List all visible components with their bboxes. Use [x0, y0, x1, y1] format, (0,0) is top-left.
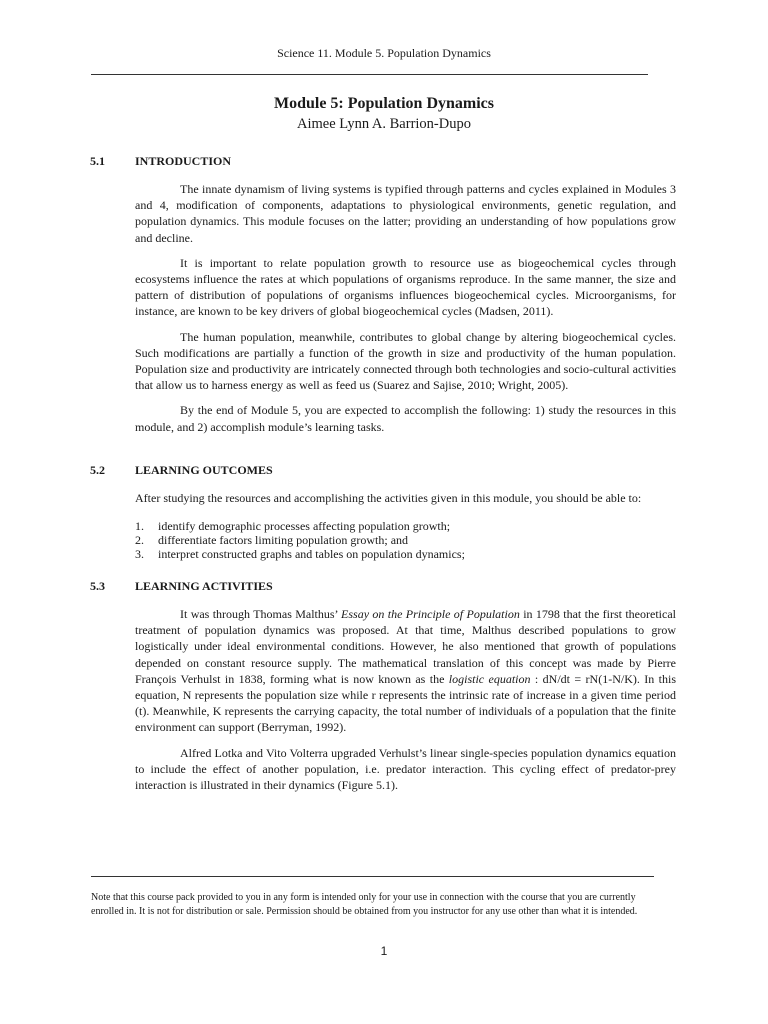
section-number: 5.1	[90, 154, 105, 168]
paragraph-text: It was through Thomas Malthus’	[180, 607, 342, 621]
list-number: 1.	[135, 519, 144, 534]
running-header: Science 11. Module 5. Population Dynamics	[277, 46, 491, 60]
list-text: identify demographic processes affecting population growth;	[158, 519, 451, 534]
list-item	[135, 519, 650, 533]
page-number: 1	[380, 944, 388, 958]
footnote: Note that this course pack provided to you in any form is intended only for your use in connection with the course that you are currently enrolled in. It is not for distribution or sale. Permission should be obtained from you instructor for any use other than what it is intended.	[91, 892, 638, 917]
document-author: Aimee Lynn A. Barrion-Dupo	[297, 116, 471, 132]
paragraph: Alfred Lotka and Vito Volterra upgraded Verhulst’s linear single-species population dynamics equation to include the effect of another population, i.e. predator interaction. This cycling effect of predator-prey interaction is illustrated in their dynamics (Figure 5.1).	[135, 745, 676, 793]
document-title: Module 5: Population Dynamics	[273, 95, 494, 112]
paragraph: By the end of Module 5, you are expected to accomplish the following: 1) study the resources in this module, and 2) accomplish module’s learning tasks.	[135, 403, 676, 434]
section-introduction	[90, 154, 676, 435]
section-learning-activities	[90, 579, 677, 793]
list-text: interpret constructed graphs and tables on population dynamics;	[158, 547, 465, 562]
list-item	[135, 547, 650, 561]
section-title: INTRODUCTION	[135, 154, 232, 168]
list-number: 3.	[135, 547, 144, 562]
section-title: LEARNING OUTCOMES	[135, 463, 273, 477]
paragraph: It is important to relate population growth to resource use as biogeochemical cycles through ecosystems influence the rates at which populations of organisms reproduce. In the same manner, the size and pattern of distribution of populations of organisms influences biogeochemical cycles. Microorganisms, for instance, are known to be key drivers of global biogeochemical cycles (Madsen, 2011).	[135, 255, 676, 319]
paragraph-text: : dN/dt = rN(1-N/K). In this equation, N represents the population size while r represents the intrinsic rate of increase in a given time period (t). Meanwhile, K represents the carrying capacity, the total number of individuals of a population that the finite environment can support (Berryman, 1992).	[135, 671, 677, 735]
section-heading	[90, 154, 650, 170]
section-number: 5.2	[90, 463, 105, 477]
list-number: 2.	[135, 533, 144, 548]
paragraph	[135, 606, 676, 736]
list-text: differentiate factors limiting population growth; and	[158, 533, 409, 548]
section-title: LEARNING ACTIVITIES	[135, 579, 273, 593]
paragraph: The human population, meanwhile, contributes to global change by altering biogeochemical cycles. Such modifications are partially a function of the growth in size and productivity of the human population. Population size and productivity are intricately connected through both technologies and socio-cultural activities that allow us to harness energy as well as feed us (Suarez and Sajise, 2010; Wright, 2005).	[135, 329, 676, 393]
paragraph-text: in 1798 that the first theoretical treatment of population dynamics was proposed. At that time, Malthus described populations to grow logistically under ideal environmental conditions. However, he also mentioned that growth of populations depended on constant resource supply. The mathematical translation of this concept was made by Pierre François Verhulst in 1838, forming what is now known as the	[135, 607, 676, 686]
book-title: Essay on the Principle of Population	[341, 607, 520, 621]
title-block	[0, 94, 768, 134]
outcomes-intro: After studying the resources and accomplishing the activities given in this module, you should be able to:	[135, 491, 642, 505]
header-rule	[91, 74, 648, 75]
section-learning-outcomes	[90, 463, 650, 561]
section-heading	[90, 463, 650, 479]
list-item	[135, 533, 650, 547]
outcomes-list	[135, 519, 650, 561]
section-number: 5.3	[90, 579, 105, 593]
term-logistic-equation: logistic equation	[448, 671, 531, 686]
paragraph: The innate dynamism of living systems is typified through patterns and cycles explained in Modules 3 and 4, modification of components, adaptations to physiological environments, genetic regulation, and population dynamics. This module focuses on the latter; providing an understanding of how populations grow and decline.	[135, 182, 676, 245]
section-heading	[90, 579, 650, 595]
footnote-rule	[91, 876, 654, 877]
